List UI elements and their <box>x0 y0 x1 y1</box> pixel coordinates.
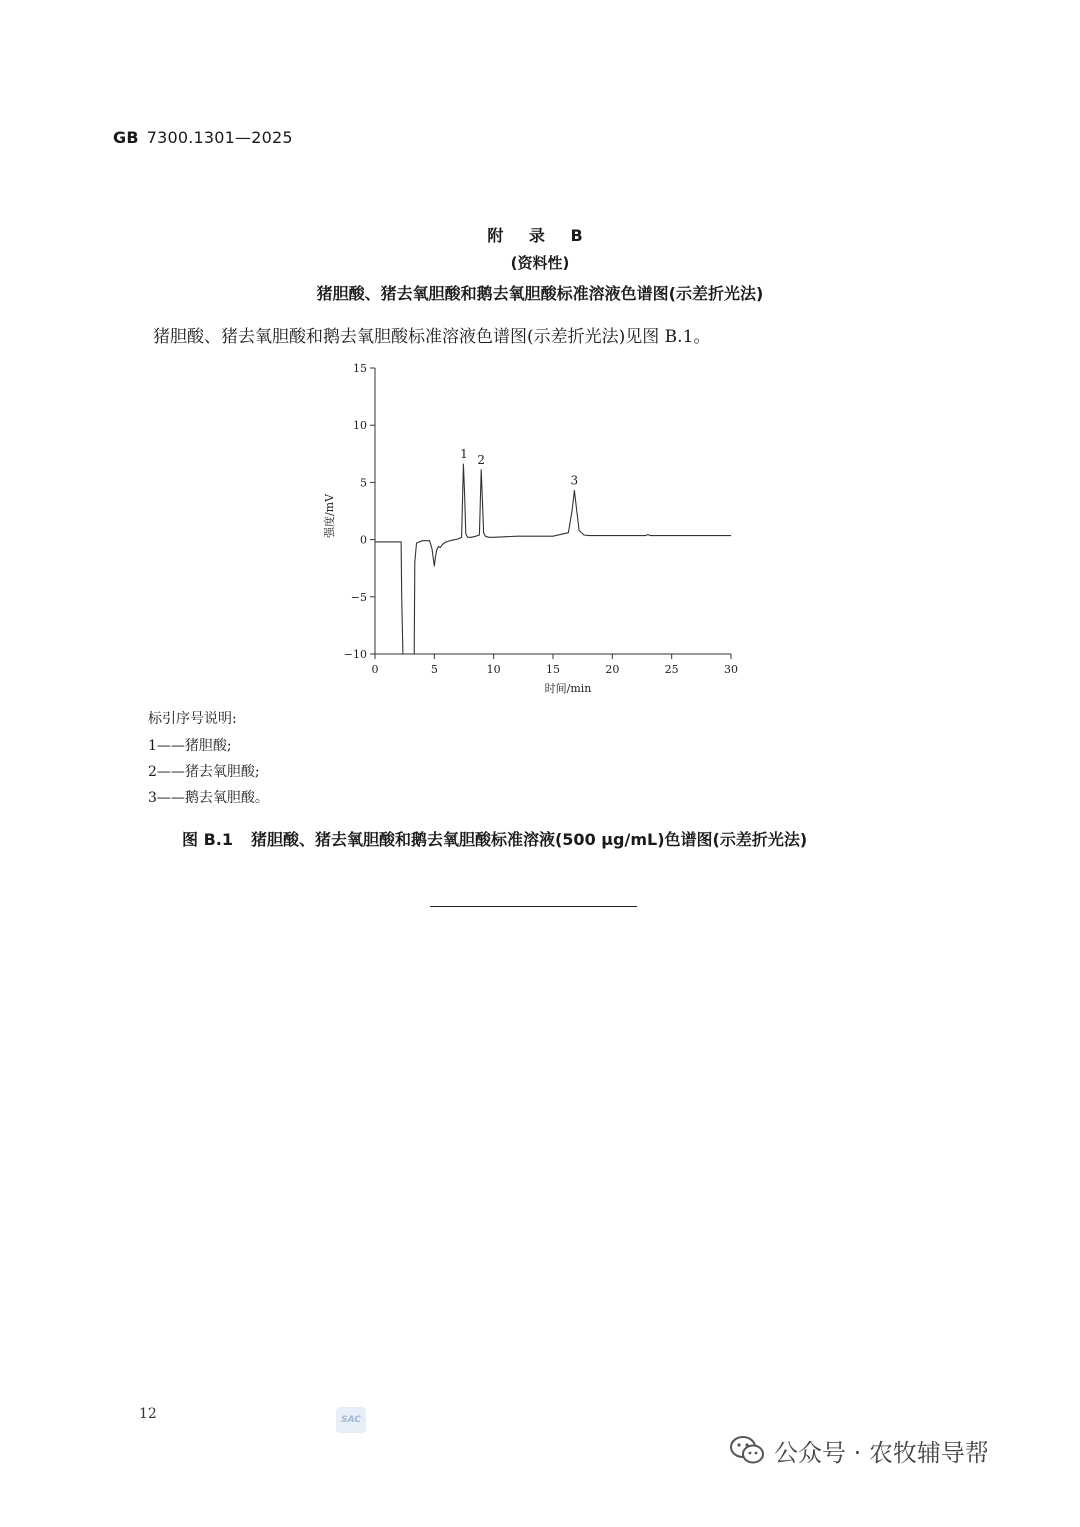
legend-item: 1——猪胆酸; <box>148 738 232 754</box>
wechat-watermark <box>730 1430 989 1470</box>
standard-code-prefix: GB <box>113 128 139 147</box>
y-tick-label: 15 <box>353 362 367 375</box>
chart-series <box>375 464 731 654</box>
x-tick-label: 5 <box>430 663 438 676</box>
legend-item: 3——鹅去氧胆酸。 <box>148 790 269 806</box>
wechat-icon <box>730 1435 764 1465</box>
intro-paragraph: 猪胆酸、猪去氧胆酸和鹅去氧胆酸标准溶液色谱图(示差折光法)见图 B.1。 <box>153 327 711 347</box>
appendix-heading: 猪胆酸、猪去氧胆酸和鹅去氧胆酸标准溶液色谱图(示差折光法) <box>316 284 764 303</box>
appendix-title: 附 录 B <box>487 226 593 245</box>
y-tick-label: −10 <box>343 648 367 661</box>
appendix-subtitle: (资料性) <box>510 254 570 272</box>
chart-labels <box>322 362 738 695</box>
x-tick-label: 10 <box>486 663 501 676</box>
x-tick-label: 25 <box>664 663 679 676</box>
figure-caption-text: 猪胆酸、猪去氧胆酸和鹅去氧胆酸标准溶液(500 μg/mL)色谱图(示差折光法) <box>250 830 808 849</box>
chromatogram-chart <box>0 355 1080 700</box>
y-axis-label: 强度/mV <box>323 493 336 539</box>
peak-label: 3 <box>570 473 579 488</box>
y-tick-label: 10 <box>353 419 367 433</box>
legend-item: 2——猪去氧胆酸; <box>148 764 260 780</box>
x-axis-label: 时间/min <box>544 682 592 695</box>
peak-label: 2 <box>477 452 486 467</box>
end-rule <box>430 906 637 907</box>
figure-caption <box>182 827 807 850</box>
y-tick-label: −5 <box>350 590 367 604</box>
document-header <box>113 128 293 147</box>
y-tick-label: 0 <box>360 533 367 547</box>
x-tick-label: 30 <box>724 663 738 676</box>
watermark-text: 公众号 · 农牧辅导帮 <box>774 1438 989 1467</box>
legend-title: 标引序号说明: <box>148 711 237 727</box>
chart-axes <box>370 368 731 659</box>
x-tick-label: 15 <box>546 663 560 676</box>
peak-label: 1 <box>460 447 468 462</box>
page-number: 12 <box>139 1406 157 1422</box>
figure-number: 图 B.1 <box>182 830 233 849</box>
sac-logo: SAC <box>336 1407 366 1433</box>
y-tick-label: 5 <box>360 476 367 490</box>
chromatogram-trace <box>375 464 731 654</box>
x-tick-label: 20 <box>605 663 620 676</box>
x-tick-label: 0 <box>371 663 379 676</box>
standard-code-number: 7300.1301—2025 <box>146 128 293 147</box>
